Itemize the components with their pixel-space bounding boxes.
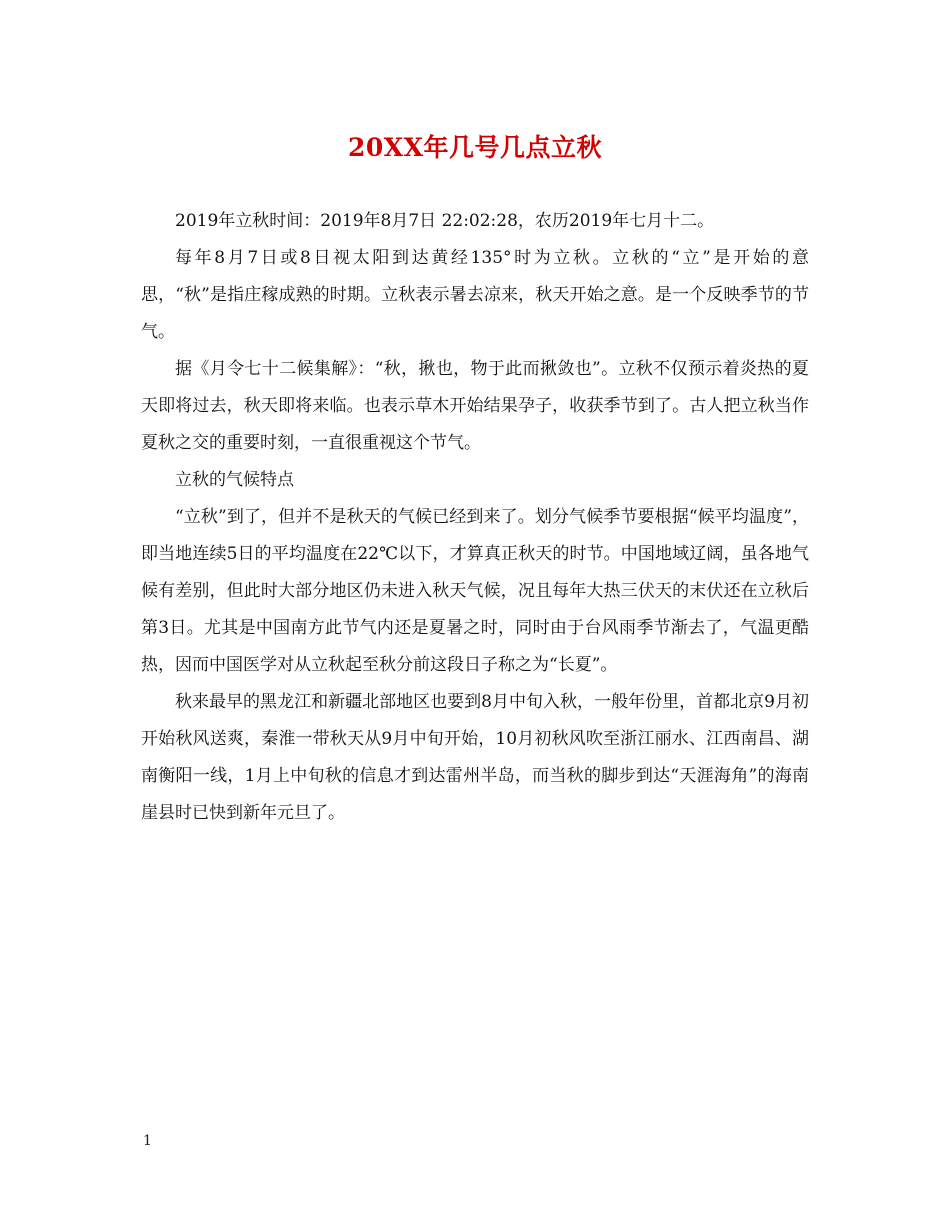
document-body	[141, 203, 809, 832]
document-title: 20XX年几号几点立秋	[347, 133, 603, 162]
paragraph-solar-term-time: 2019年立秋时间：2019年8月7日 22:02:28，农历2019年七月十二。	[175, 211, 715, 231]
paragraph-regions: 秋来最早的黑龙江和新疆北部地区也要到8月中旬入秋，一般年份里，首都北京9月初开始秋风送爽，秦淮一带秋天从9月中旬开始，10月初秋风吹至浙江丽水、江西南昌、湖南衡阳一线，1月上中旬秋的信息才到达雷州半岛，而当秋的脚步到达“天涯海角”的海南崖县时已快到新年元旦了。	[141, 692, 809, 823]
paragraph-climate: “立秋”到了，但并不是秋天的气候已经到来了。划分气候季节要根据“候平均温度”，即当地连续5日的平均温度在22℃以下，才算真正秋天的时节。中国地域辽阔，虽各地气候有差别，但此时大部分地区仍未进入秋天气候，况且每年大热三伏天的末伏还在立秋后第3日。尤其是中国南方此节气内还是夏暑之时，同时由于台风雨季节渐去了，气温更酷热，因而中国医学对从立秋起至秋分前这段日子称之为“长夏”。	[141, 507, 809, 675]
section-heading-climate: 立秋的气候特点	[175, 470, 294, 490]
paragraph-meaning: 据《月令七十二候集解》：“秋，揪也，物于此而揪敛也”。立秋不仅预示着炎热的夏天即将过去，秋天即将来临。也表示草木开始结果孕子，收获季节到了。古人把立秋当作夏秋之交的重要时刻，一直很重视这个节气。	[141, 359, 809, 453]
paragraph-definition: 每年8月7日或8日视太阳到达黄经135°时为立秋。立秋的“立”是开始的意思，“秋”是指庄稼成熟的时期。立秋表示暑去凉来，秋天开始之意。是一个反映季节的节气。	[141, 248, 809, 342]
page-number: 1	[143, 1133, 152, 1149]
